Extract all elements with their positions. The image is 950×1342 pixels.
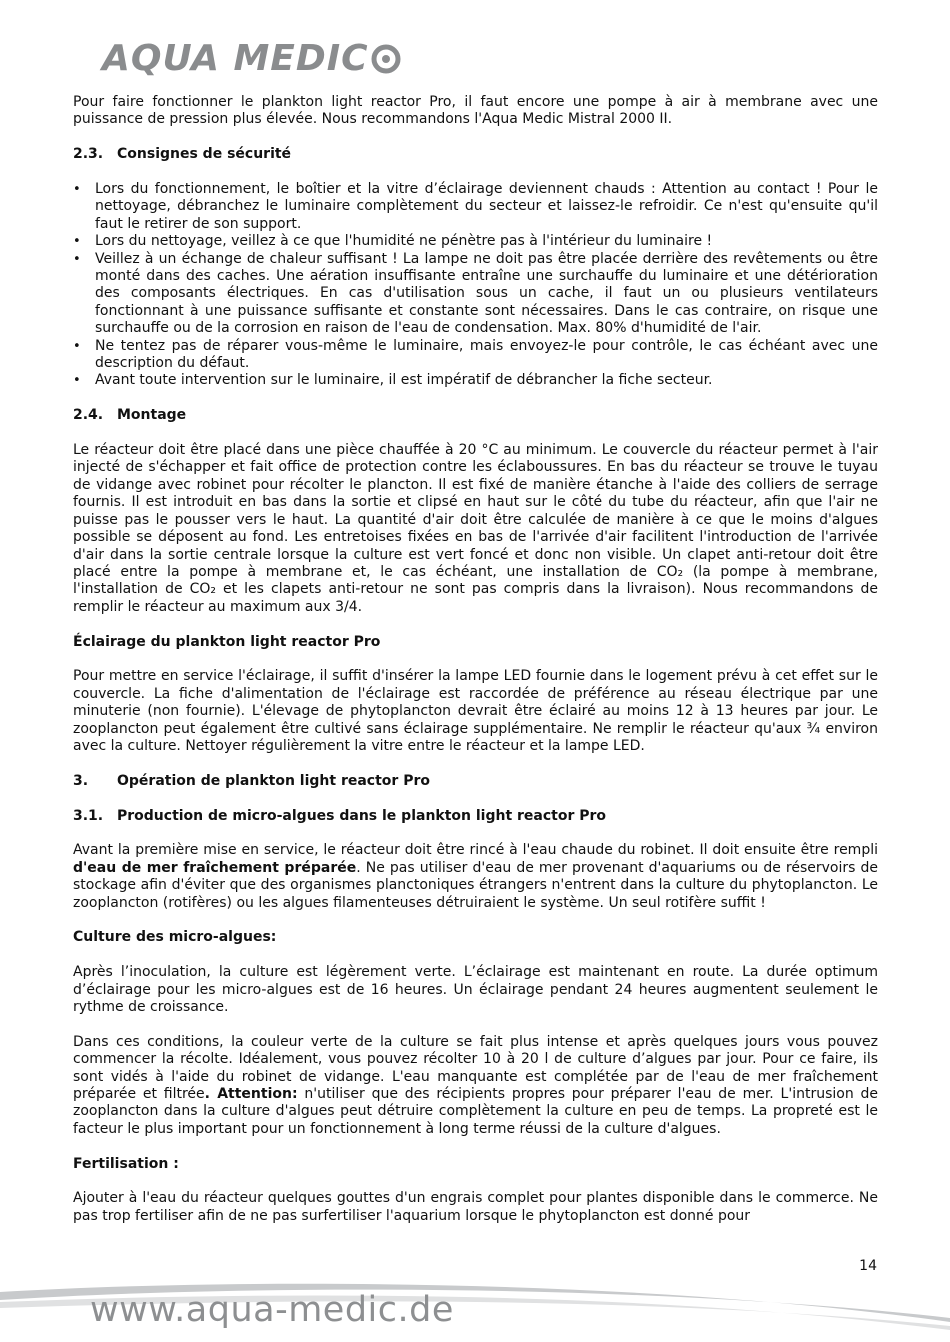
section-number: 3.1. xyxy=(73,807,104,824)
list-item: • Ne tentez pas de réparer vous-même le luminaire, mais envoyez-le pour contrôle, le cas échéant avec une description du défaut. xyxy=(73,338,878,373)
logo-swirl-icon xyxy=(371,44,401,74)
safety-list xyxy=(73,181,878,390)
fertilisation-paragraph: Ajouter à l'eau du réacteur quelques gouttes d'un engrais complet pour plantes disponible dans le commerce. Ne pas trop fertiliser afin de ne pas surfertiliser l'aquarium lorsque le phytoplancton est donné pour xyxy=(73,1190,878,1224)
lighting-heading: Éclairage du plankton light reactor Pro xyxy=(73,633,381,650)
list-item: • Lors du fonctionnement, le boîtier et la vitre d’éclairage deviennent chauds : Attention au contact ! Pour le nettoyage, débranchez le luminaire complètement du secteur et laissez-le refroidir. Ce n'est qu'ensuite qu'il faut le retirer de son support. xyxy=(73,181,878,233)
section-heading-2-4 xyxy=(73,407,878,424)
logo xyxy=(102,38,401,79)
section-title: Consignes de sécurité xyxy=(117,146,292,163)
page-number: 14 xyxy=(859,1258,877,1274)
footer-website-url: www.aqua-medic.de xyxy=(90,1290,454,1330)
section-title: Production de micro-algues dans le plankton light reactor Pro xyxy=(117,807,607,824)
section-number: 2.4. xyxy=(73,407,104,424)
document-body xyxy=(73,94,878,1225)
logo-text: AQUA MEDIC xyxy=(102,38,369,79)
first-use-paragraph: Avant la première mise en service, le réacteur doit être rincé à l'eau chaude du robinet. Il doit ensuite être rempli d'eau de mer fraîchement préparée. Ne pas utiliser d'eau de mer provenant d'aquariums ou de réservoirs de stockage afin d'éviter que des organismes planctoniques étrangers n'entrent dans la culture du phytoplancton. Le zooplancton (rotifères) ou les algues filamenteuses détruiraient le système. Un seul rotifère suffit ! xyxy=(73,842,878,911)
section-title: Opération de plankton light reactor Pro xyxy=(117,772,430,789)
section-heading-3-1 xyxy=(73,808,878,825)
mounting-paragraph: Le réacteur doit être placé dans une pièce chauffée à 20 °C au minimum. Le couvercle du réacteur permet à l'air injecté de s'échapper et fait office de protection contre les éclaboussures. En bas du réacteur se trouve le tuyau de vidange avec robinet pour récolter le plancton. Il est fixé de manière étanche à l'aide des colliers de serrage fournis. Il est introduit en bas dans la sortie et clipsé en haut sur le côté du tube du réacteur, afin que l'air ne puisse pas le pousser vers le haut. La quantité d'air doit être calculée de manière à ce que le moins d'algues possible se déposent au fond. Les entretoises fixées en bas de l'arrivée d'air facilitent l'introduction de l'arrivée d'air dans la sortie centrale lorsque la culture est vert foncé et donc non visible. Un clapet anti-retour doit être placé entre la pompe à membrane et, le cas échéant, une installation de CO₂ (la pompe à membrane, l'installation de CO₂ et les clapets anti-retour ne sont pas compris dans la livraison). Nous recommandons de remplir le réacteur au maximum aux 3/4. xyxy=(73,442,878,615)
fertilisation-heading: Fertilisation : xyxy=(73,1155,179,1172)
section-heading-3 xyxy=(73,773,878,790)
culture-heading: Culture des micro-algues: xyxy=(73,929,277,946)
list-item: • Avant toute intervention sur le luminaire, il est impératif de débrancher la fiche secteur. xyxy=(73,372,878,389)
list-item: • Veillez à un échange de chaleur suffisant ! La lampe ne doit pas être placée derrière des revêtements ou être monté dans des caches. Une aération insuffisante entraîne une surchauffe du luminaire et une détérioration des composants électriques. En cas d'utilisation sous un cache, il faut un ou plusieurs ventilateurs fonctionnant à une puissance suffisante et constante sont nécessaires. Dans le cas contraire, on risque une surchauffe ou de la corrosion en raison de l'eau de condensation. Max. 80% d'humidité de l'air. xyxy=(73,251,878,338)
list-item: • Lors du nettoyage, veillez à ce que l'humidité ne pénètre pas à l'intérieur du luminaire ! xyxy=(73,233,878,250)
section-heading-2-3 xyxy=(73,146,878,163)
culture-paragraph-1: Après l’inoculation, la culture est légèrement verte. L’éclairage est maintenant en route. La durée optimum d’éclairage pour les micro-algues est de 16 heures. Un éclairage pendant 24 heures augmentent seulement le rythme de croissance. xyxy=(73,964,878,1015)
intro-paragraph: Pour faire fonctionner le plankton light reactor Pro, il faut encore une pompe à air à membrane avec une puissance de pression plus élevée. Nous recommandons l'Aqua Medic Mistral 2000 II. xyxy=(73,94,878,128)
section-number: 2.3. xyxy=(73,146,104,163)
section-number: 3. xyxy=(73,772,89,789)
section-title: Montage xyxy=(117,407,187,424)
bold-phrase: d'eau de mer fraîchement préparée xyxy=(73,859,357,876)
culture-paragraph-2: Dans ces conditions, la couleur verte de la culture se fait plus intense et après quelques jours vous pouvez commencer la récolte. Idéalement, vous pouvez récolter 10 à 20 l de culture d’algues par jour. Pour ce faire, ils sont vidés à l'aide du robinet de vidange. L'eau manquante est complétée par de l'eau de mer fraîchement préparée et filtrée. Attention: n'utiliser que des récipients propres pour préparer l'eau de mer. L'intrusion de zooplancton dans la culture d'algues peut détruire complètement la culture en peu de temps. La propreté est le facteur le plus important pour un fonctionnement à long terme réussi de la culture d'algues. xyxy=(73,1033,879,1137)
lighting-paragraph: Pour mettre en service l'éclairage, il suffit d'insérer la lampe LED fournie dans le logement prévu à cet effet sur le couvercle. La fiche d'alimentation de l'éclairage est raccordée de préférence au réseau électrique par une minuterie (non fournie). L'élevage de phytoplancton devrait être éclairé au moins 12 à 13 heures par jour. Le zooplancton peut également être cultivé sans éclairage supplémentaire. Ne remplir le réacteur qu'aux ¾ environ avec la culture. Nettoyer régulièrement la vitre entre le réacteur et la lampe LED. xyxy=(73,668,878,754)
attention-label: . Attention: xyxy=(204,1085,298,1102)
